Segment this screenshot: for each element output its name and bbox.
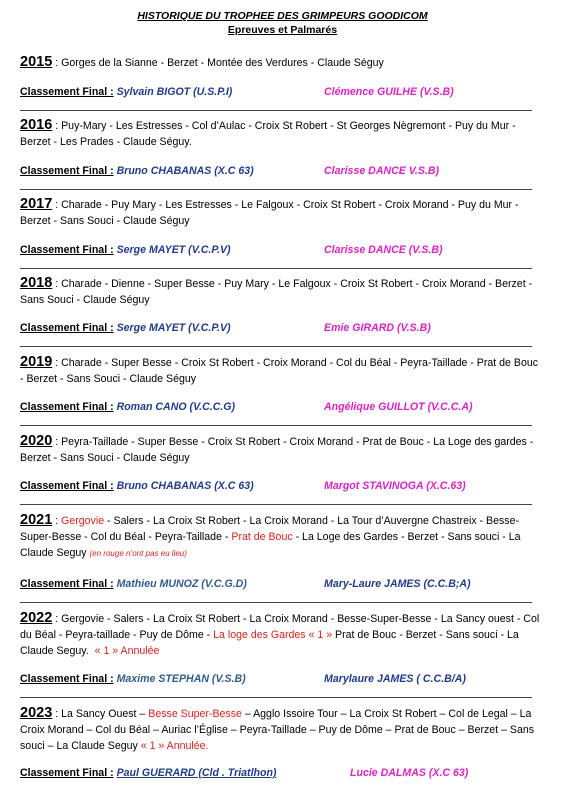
final-label: Classement Final : bbox=[20, 165, 114, 177]
final-label: Classement Final : bbox=[20, 322, 114, 334]
annulled-note: « 1 » Annulée. bbox=[140, 740, 209, 752]
final-ranking-2022 bbox=[20, 673, 550, 689]
final-label: Classement Final : bbox=[20, 578, 114, 590]
winner-men: Serge MAYET (V.C.P.V) bbox=[116, 322, 231, 334]
final-label: Classement Final : bbox=[20, 480, 114, 492]
winner-women: Clémence GUILHE (V.S.B) bbox=[324, 86, 454, 98]
event-list-head: La Sancy Ouest – bbox=[61, 708, 149, 720]
event-list-tail: Prat de Bouc - Berzet - Sans souci - La Claude Seguy. bbox=[20, 629, 519, 657]
year-block-2015: 2015 : Gorges de la Sianne - Berzet - Montée des Verdures - Claude Séguy bbox=[20, 54, 384, 70]
year-block-2016: 2016 : Puy-Mary - Les Estresses - Col d’Aulac - Croix St Robert - St Georges Nègremont - Puy du Mur - Berzet - Les Prades - Claude Séguy. bbox=[20, 117, 516, 148]
event-list: Gorges de la Sianne - Berzet - Montée des Verdures - Claude Séguy bbox=[61, 57, 384, 69]
year-label: 2022 bbox=[20, 610, 53, 626]
year-label: 2018 bbox=[20, 275, 53, 291]
event-cancelled: La loge des Gardes « 1 » bbox=[213, 629, 333, 641]
year-block-2021: 2021 : Gergovie - Salers - La Croix St Robert - La Croix Morand - La Tour d’Auvergne Chastreix - Besse-Super-Besse - Col du Béal - Peyra-Taillade - Prat de Bouc - La Loge des Gardes - Berzet - Sans souci - La Claude Seguy (en rouge n’ont pas eu lieu) bbox=[20, 512, 521, 559]
winner-men: Mathieu MUNOZ (V.C.G.D) bbox=[116, 578, 247, 590]
winner-men: Bruno CHABANAS (X.C 63) bbox=[116, 165, 254, 177]
year-block-2023: 2023 : La Sancy Ouest – Besse Super-Besse – Agglo Issoire Tour – La Croix St Robert – Col de Legal – La Croix Morand – Col du Béal – Auriac l’Église – Peyra-Taillade – Puy de Dôme – Prat de Bouc – Berzet – Sans souci – La Claude Seguy « 1 » Annulée. bbox=[20, 705, 535, 752]
year-block-2019: 2019 : Charade - Super Besse - Croix St Robert - Croix Morand - Col du Béal - Peyra-Taillade - Prat de Bouc - Berzet - Sans Souci - Claude Séguy bbox=[20, 354, 539, 385]
document-subtitle: Epreuves et Palmarés bbox=[227, 24, 338, 36]
winner-men: Paul GUERARD (Cld . Triatlhon) bbox=[116, 767, 277, 779]
final-label: Classement Final : bbox=[20, 401, 114, 413]
event-list-tail: - La Loge des Gardes - Berzet - Sans souci - La Claude Seguy bbox=[20, 531, 521, 559]
final-ranking-2015 bbox=[20, 86, 550, 102]
event-list: - Salers - La Croix St Robert - La Croix Morand - La Tour d’Auvergne Chastreix - Besse-Super-Besse - Col du Béal - Peyra-Taillade - bbox=[20, 515, 519, 543]
year-label: 2021 bbox=[20, 512, 53, 528]
divider bbox=[20, 346, 532, 347]
event-list: Peyra-Taillade - Super Besse - Croix St Robert - Croix Morand - Prat de Bouc - La Loge des gardes - Berzet - Sans Souci - Claude Séguy bbox=[20, 436, 534, 464]
divider bbox=[20, 697, 532, 698]
event-list: – Agglo Issoire Tour – La Croix St Robert – Col de Legal – La Croix Morand – Col du Béal – Auriac l’Église – Peyra-Taillade – Puy de Dôme – Prat de Bouc – Berzet – Sans souci – La Claude Seguy bbox=[20, 708, 535, 752]
winner-men: Roman CANO (V.C.C.G) bbox=[116, 401, 236, 413]
divider bbox=[20, 268, 532, 269]
final-ranking-2021 bbox=[20, 578, 550, 594]
event-cancelled: Gergovie bbox=[61, 515, 105, 527]
event-list: Charade - Puy Mary - Les Estresses - Le Falgoux - Croix St Robert - Croix Morand - Puy du Mur - Berzet - Sans Souci - Claude Séguy bbox=[20, 199, 519, 227]
winner-women: Margot STAVINOGA (X.C.63) bbox=[324, 480, 466, 492]
year-label: 2023 bbox=[20, 705, 53, 721]
final-label: Classement Final : bbox=[20, 86, 114, 98]
final-ranking-2016 bbox=[20, 165, 550, 181]
event-list: Gergovie - Salers - La Croix St Robert - La Croix Morand - Besse-Super-Besse - La Sancy ouest - Col du Béal - Peyra-taillade - Puy de Dôme - bbox=[20, 613, 540, 641]
final-label: Classement Final : bbox=[20, 767, 114, 779]
year-label: 2020 bbox=[20, 433, 53, 449]
final-ranking-2023 bbox=[20, 767, 550, 783]
winner-women: Marylaure JAMES ( C.C.B/A) bbox=[324, 673, 466, 685]
winner-women: Mary-Laure JAMES (C.C.B;A) bbox=[324, 578, 471, 590]
divider bbox=[20, 504, 532, 505]
winner-women: Angélique GUILLOT (V.C.C.A) bbox=[324, 401, 473, 413]
winner-men: Maxime STEPHAN (V.S.B) bbox=[116, 673, 246, 685]
event-list: Puy-Mary - Les Estresses - Col d’Aulac - Croix St Robert - St Georges Nègremont - Puy du Mur - Berzet - Les Prades - Claude Séguy. bbox=[20, 120, 516, 148]
year-block-2020: 2020 : Peyra-Taillade - Super Besse - Croix St Robert - Croix Morand - Prat de Bouc - La Loge des gardes - Berzet - Sans Souci - Claude Séguy bbox=[20, 433, 534, 464]
final-ranking-2019 bbox=[20, 401, 550, 417]
divider bbox=[20, 425, 532, 426]
year-label: 2015 bbox=[20, 54, 53, 70]
year-block-2018: 2018 : Charade - Dienne - Super Besse - Puy Mary - Le Falgoux - Croix St Robert - Croix Morand - Berzet - Sans Souci - Claude Séguy bbox=[20, 275, 533, 306]
final-ranking-2020 bbox=[20, 480, 550, 496]
winner-women: Lucie DALMAS (X.C 63) bbox=[350, 767, 469, 779]
year-block-2022: 2022 : Gergovie - Salers - La Croix St Robert - La Croix Morand - Besse-Super-Besse - La Sancy ouest - Col du Béal - Peyra-taillade - Puy de Dôme - La loge des Gardes « 1 » Prat de Bouc - Berzet - Sans souci - La Claude Seguy. « 1 » Annulée bbox=[20, 610, 540, 657]
final-ranking-2018 bbox=[20, 322, 550, 338]
cancelled-note: (en rouge n’ont pas eu lieu) bbox=[89, 549, 187, 558]
event-list: Charade - Super Besse - Croix St Robert - Croix Morand - Col du Béal - Peyra-Taillade - Prat de Bouc - Berzet - Sans Souci - Claude Séguy bbox=[20, 357, 539, 385]
document-title: HISTORIQUE DU TROPHEE DES GRIMPEURS GOODICOM bbox=[137, 10, 428, 22]
winner-women: Clarisse DANCE V.S.B) bbox=[324, 165, 440, 177]
event-list: Charade - Dienne - Super Besse - Puy Mary - Le Falgoux - Croix St Robert - Croix Morand - Berzet - Sans Souci - Claude Séguy bbox=[20, 278, 533, 306]
divider bbox=[20, 602, 532, 603]
event-cancelled: Prat de Bouc bbox=[231, 531, 293, 543]
year-label: 2017 bbox=[20, 196, 53, 212]
divider bbox=[20, 110, 532, 111]
final-label: Classement Final : bbox=[20, 673, 114, 685]
final-label: Classement Final : bbox=[20, 244, 114, 256]
annulled-note: « 1 » Annulée bbox=[94, 645, 160, 657]
final-ranking-2017 bbox=[20, 244, 550, 260]
winner-men: Serge MAYET (V.C.P.V) bbox=[116, 244, 231, 256]
winner-women: Clarisse DANCE (V.S.B) bbox=[324, 244, 443, 256]
divider bbox=[20, 189, 532, 190]
winner-men: Bruno CHABANAS (X.C 63) bbox=[116, 480, 254, 492]
winner-men: Sylvain BIGOT (U.S.P.I) bbox=[116, 86, 233, 98]
year-block-2017: 2017 : Charade - Puy Mary - Les Estresses - Le Falgoux - Croix St Robert - Croix Morand - Puy du Mur - Berzet - Sans Souci - Claude Séguy bbox=[20, 196, 519, 227]
year-label: 2016 bbox=[20, 117, 53, 133]
winner-women: Emie GIRARD (V.S.B) bbox=[324, 322, 431, 334]
event-cancelled: Besse Super-Besse bbox=[148, 708, 242, 720]
year-label: 2019 bbox=[20, 354, 53, 370]
